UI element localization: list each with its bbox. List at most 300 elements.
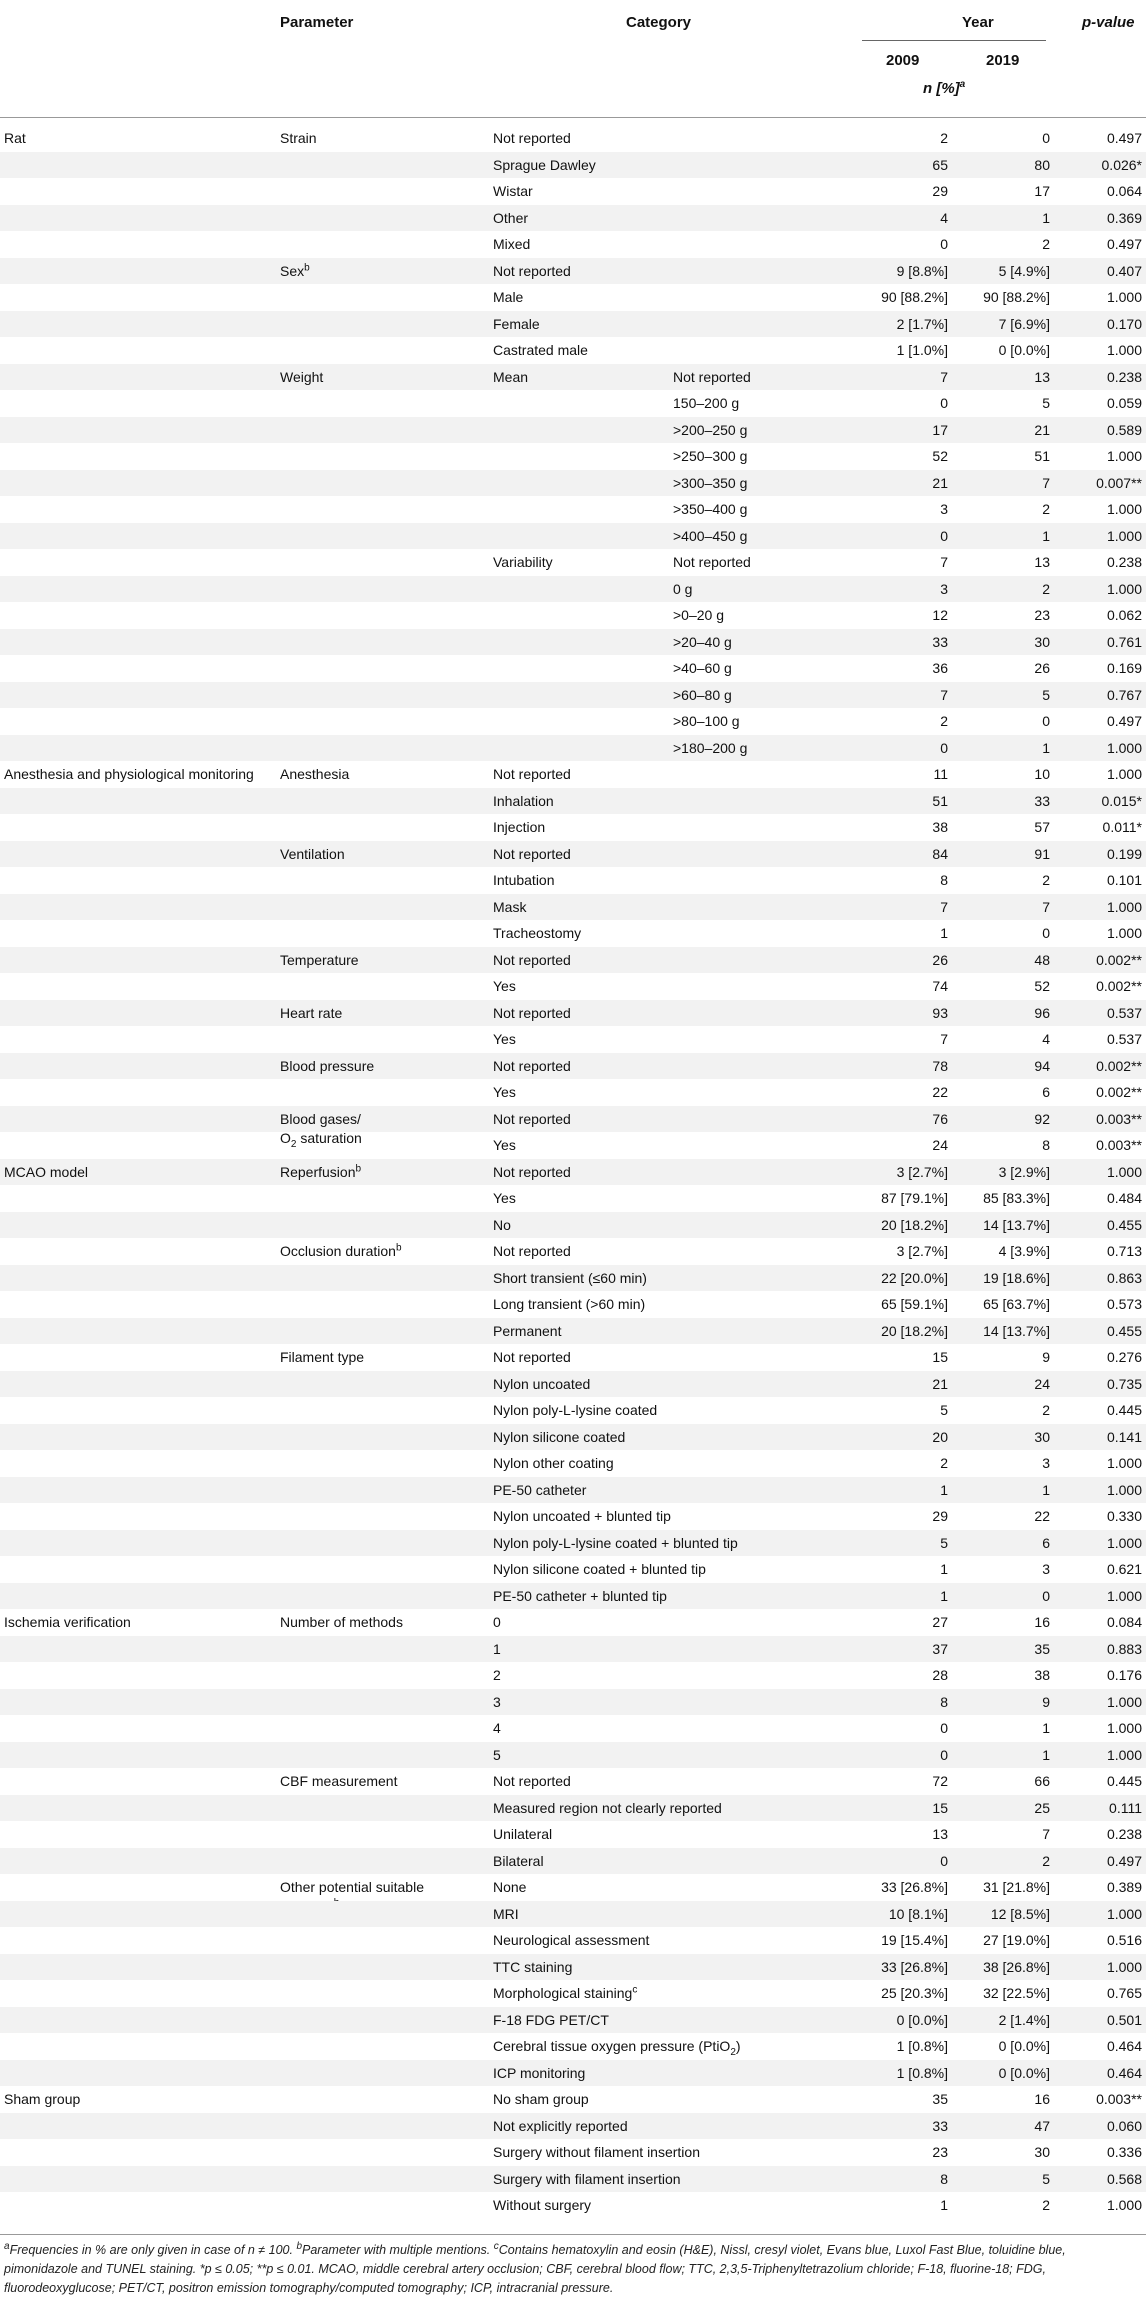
p-value: 0.111: [1109, 1799, 1142, 1816]
value-2019: 38 [26.8%]: [983, 1958, 1050, 1975]
p-value: 1.000: [1106, 448, 1142, 464]
value-2019: 0 [0.0%]: [998, 2064, 1050, 2081]
value-2009: 1 [0.8%]: [896, 2064, 948, 2081]
value-2019: 17: [1034, 183, 1050, 199]
p-value: 0.060: [1106, 2117, 1142, 2134]
section-label: Rat: [4, 130, 26, 146]
parameter-label: Blood pressure: [280, 1057, 375, 1074]
table-row: [0, 1954, 1146, 1981]
category-label: Yes: [493, 1190, 516, 1206]
p-value: 0.330: [1106, 1508, 1142, 1524]
category-label: Not reported: [493, 951, 571, 968]
category-label: Measured region not clearly reported: [493, 1799, 722, 1816]
table-row: [0, 1371, 1146, 1398]
value-2009: 51: [932, 792, 948, 809]
value-2009: 20 [18.2%]: [881, 1322, 948, 1339]
value-2009: 27: [932, 1614, 948, 1630]
p-value: 1.000: [1106, 766, 1142, 782]
p-value: 0.002**: [1096, 978, 1142, 994]
category-label: MRI: [493, 1905, 519, 1922]
value-2009: 26: [932, 951, 948, 968]
category-label: Not reported: [493, 262, 571, 279]
p-value: 0.621: [1106, 1561, 1142, 1577]
p-value: 0.003**: [1096, 2091, 1142, 2107]
value-2009: 90 [88.2%]: [881, 289, 948, 305]
table-row: [0, 1980, 1146, 2007]
value-2009: 3: [940, 501, 948, 517]
year-header-underline: [862, 40, 1046, 41]
value-2009: 65: [932, 156, 948, 173]
value-2019: 32 [22.5%]: [983, 1985, 1050, 2001]
p-value: 0.002**: [1096, 1084, 1142, 1100]
p-value: 0.170: [1106, 315, 1142, 332]
p-value: 0.238: [1106, 554, 1142, 570]
value-2009: 1: [940, 1481, 948, 1498]
category-label: Surgery with filament insertion: [493, 2170, 681, 2187]
table-row: [0, 1079, 1146, 1106]
table-row: [0, 1159, 1146, 1186]
table-row: [0, 496, 1146, 523]
header-category: Category: [626, 14, 692, 31]
table-row: [0, 231, 1146, 258]
p-value: 0.059: [1106, 395, 1142, 411]
p-value: 0.238: [1106, 368, 1142, 385]
value-2019: 52: [1034, 978, 1050, 994]
table-row: [0, 1530, 1146, 1557]
value-2009: 12: [932, 607, 948, 623]
value-2019: 7 [6.9%]: [998, 315, 1050, 332]
bottom-rule: [0, 2234, 1146, 2235]
value-2019: 2: [1042, 501, 1050, 517]
value-2009: 93: [932, 1004, 948, 1021]
category-label: Not reported: [493, 1349, 571, 1365]
table-row: [0, 1053, 1146, 1080]
value-2009: 11: [933, 766, 948, 782]
category-label: Yes: [493, 1137, 516, 1153]
value-2019: 2: [1042, 2197, 1050, 2213]
table-row: [0, 1397, 1146, 1424]
value-2009: 23: [932, 2144, 948, 2160]
table-row: [0, 1503, 1146, 1530]
value-2009: 8: [940, 872, 948, 888]
table-row: [0, 1821, 1146, 1848]
p-value: 0.589: [1106, 421, 1142, 438]
table-row: [0, 1556, 1146, 1583]
p-value: 0.141: [1106, 1428, 1142, 1445]
value-2019: 1: [1042, 1720, 1050, 1736]
category-label: 5: [493, 1746, 501, 1763]
value-2019: 3: [1042, 1561, 1050, 1577]
table-row: [0, 258, 1146, 285]
value-2009: 33 [26.8%]: [881, 1879, 948, 1895]
p-value: 1.000: [1106, 1958, 1142, 1975]
value-2009: 28: [932, 1667, 948, 1683]
value-2019: 7: [1042, 1826, 1050, 1842]
value-2009: 20: [932, 1428, 948, 1445]
subcategory-label: 0 g: [673, 580, 693, 597]
value-2009: 0: [940, 395, 948, 411]
value-2009: 17: [932, 421, 948, 438]
table-row: [0, 364, 1146, 391]
p-value: 0.199: [1106, 845, 1142, 862]
category-label: Not reported: [493, 1773, 571, 1789]
header-year: Year: [962, 14, 994, 31]
table-row: [0, 1291, 1146, 1318]
table-row: [0, 549, 1146, 576]
subcategory-label: >200–250 g: [673, 421, 748, 438]
p-value: 0.767: [1106, 686, 1142, 703]
value-2009: 0: [940, 527, 948, 544]
value-2009: 72: [932, 1773, 948, 1789]
value-2009: 0: [940, 236, 948, 252]
p-value: 0.389: [1106, 1879, 1142, 1895]
category-label: Nylon uncoated: [493, 1375, 591, 1392]
value-2019: 1: [1042, 1746, 1050, 1763]
p-value: 1.000: [1106, 1720, 1142, 1736]
p-value: 0.713: [1106, 1243, 1142, 1259]
p-value: 0.011*: [1102, 819, 1142, 835]
value-2009: 1: [940, 1561, 948, 1577]
p-value: 0.238: [1106, 1826, 1142, 1842]
value-2009: 21: [932, 474, 948, 491]
subcategory-label: >0–20 g: [673, 607, 724, 623]
p-value: 0.003**: [1096, 1110, 1142, 1127]
p-value: 0.537: [1106, 1004, 1142, 1021]
table-row: [0, 1185, 1146, 1212]
category-label: Nylon poly-L-lysine coated: [493, 1402, 658, 1418]
value-2019: 5: [1042, 686, 1050, 703]
section-label: MCAO model: [4, 1163, 89, 1180]
p-value: 1.000: [1106, 1481, 1142, 1498]
header-2009: 2009: [886, 52, 920, 69]
value-2009: 19 [15.4%]: [881, 1932, 948, 1948]
value-2009: 0 [0.0%]: [896, 2011, 948, 2028]
p-value: 0.015*: [1101, 792, 1142, 809]
category-label: Nylon other coating: [493, 1455, 614, 1471]
value-2019: 7: [1042, 474, 1050, 491]
value-2019: 65 [63.7%]: [983, 1296, 1050, 1312]
value-2009: 2: [940, 1455, 948, 1471]
table-row: [0, 205, 1146, 232]
value-2009: 8: [940, 1693, 948, 1710]
value-2019: 19 [18.6%]: [983, 1269, 1050, 1286]
parameter-label: Other potential suitable: [280, 1879, 424, 1895]
category-label: ICP monitoring: [493, 2064, 586, 2081]
value-2009: 3 [2.7%]: [896, 1163, 948, 1180]
category-label: Male: [493, 289, 524, 305]
table-row: [0, 947, 1146, 974]
p-value: 1.000: [1106, 925, 1142, 941]
value-2019: 24: [1034, 1375, 1050, 1392]
table-row: [0, 1689, 1146, 1716]
value-2009: 29: [932, 1508, 948, 1524]
value-2009: 78: [932, 1057, 948, 1074]
footnote: $^a$Frequencies in % are only given in case of n ≠ 100. $^b$Parameter with multiple mentions. $^c$Contains hematoxylin and eosin (H&E), Nissl, cresyl violet, Evans blue, Luxol Fast Blue, toluidine blue, pimonidazole and TUNEL staining. *p ≤ 0.05; **p ≤ 0.01. MCAO, middle cerebral artery occlusion; CBF, cerebral blood flow; TTC, 2,3,5-Triphenyltetrazolium chloride; F-18, fluorine-18; FDG, fluorodeoxyglucose; PET/CT, positron emission tomography/computed tomography; ICP, intracranial pressure.: [4, 2240, 1066, 2295]
p-value: 0.062: [1106, 607, 1142, 623]
p-value: 1.000: [1106, 501, 1142, 517]
table-row: [0, 284, 1146, 311]
value-2009: 7: [940, 554, 948, 570]
value-2019: 7: [1042, 898, 1050, 915]
table-row: [0, 920, 1146, 947]
table-row: [0, 337, 1146, 364]
value-2019: 51: [1034, 448, 1050, 464]
category-label: Not reported: [493, 1163, 571, 1180]
value-2019: 4 [3.9%]: [998, 1243, 1050, 1259]
value-2009: 7: [940, 368, 948, 385]
value-2009: 76: [932, 1110, 948, 1127]
value-2009: 52: [932, 448, 948, 464]
table-row: [0, 1848, 1146, 1875]
value-2019: 0: [1042, 130, 1050, 146]
value-2019: 1: [1042, 739, 1050, 756]
p-value: 1.000: [1106, 1455, 1142, 1471]
table-row: [0, 470, 1146, 497]
p-value: 0.484: [1106, 1190, 1142, 1206]
table-row: [0, 841, 1146, 868]
category-label: 3: [493, 1693, 501, 1710]
parameter-label: Number of methods: [280, 1614, 403, 1630]
p-value: 0.336: [1106, 2144, 1142, 2160]
category-label: Other: [493, 209, 529, 226]
category-label: Not reported: [493, 845, 571, 862]
category-label: F-18 FDG PET/CT: [493, 2011, 609, 2028]
value-2009: 0: [940, 1720, 948, 1736]
table-row: [0, 152, 1146, 179]
table-row: [0, 2086, 1146, 2113]
p-value: 0.455: [1106, 1322, 1142, 1339]
value-2019: 35: [1034, 1640, 1050, 1657]
p-value: 0.169: [1106, 660, 1142, 676]
value-2019: 8: [1042, 1137, 1050, 1153]
header-pvalue: p-value: [1082, 14, 1135, 31]
value-2019: 96: [1034, 1004, 1050, 1021]
p-value: 0.497: [1106, 1852, 1142, 1869]
value-2009: 74: [932, 978, 948, 994]
p-value: 0.497: [1106, 236, 1142, 252]
category-label: Nylon poly-L-lysine coated + blunted tip: [493, 1534, 738, 1551]
section-label: Anesthesia and physiological monitoring: [4, 766, 254, 782]
subcategory-label: >250–300 g: [673, 448, 748, 464]
p-value: 0.497: [1106, 713, 1142, 729]
value-2019: 26: [1034, 660, 1050, 676]
p-value: 1.000: [1106, 1163, 1142, 1180]
value-2009: 37: [932, 1640, 948, 1657]
p-value: 0.101: [1106, 872, 1142, 888]
value-2009: 65 [59.1%]: [881, 1296, 948, 1312]
value-2019: 2: [1042, 580, 1050, 597]
subcategory-label: >60–80 g: [673, 686, 732, 703]
value-2019: 90 [88.2%]: [983, 289, 1050, 305]
header-parameter: Parameter: [280, 14, 354, 31]
value-2009: 87 [79.1%]: [881, 1190, 948, 1206]
table-row: [0, 2060, 1146, 2087]
category-label: Mask: [493, 898, 527, 915]
p-value: 1.000: [1106, 1693, 1142, 1710]
table-row: [0, 2192, 1146, 2219]
table-row: [0, 1344, 1146, 1371]
p-value: 0.761: [1106, 633, 1142, 650]
p-value: 0.369: [1106, 209, 1142, 226]
parameter-label: Heart rate: [280, 1004, 343, 1021]
p-value: 0.445: [1106, 1773, 1142, 1789]
p-value: 0.084: [1106, 1614, 1142, 1630]
value-2019: 66: [1034, 1773, 1050, 1789]
parameter-label: Ventilation: [280, 845, 345, 862]
category-label: Castrated male: [493, 342, 588, 358]
p-value: 1.000: [1106, 739, 1142, 756]
p-value: 1.000: [1106, 1746, 1142, 1763]
p-value: 1.000: [1106, 1905, 1142, 1922]
p-value: 0.064: [1106, 183, 1142, 199]
table-row: [0, 1927, 1146, 1954]
category-label: Unilateral: [493, 1826, 553, 1842]
value-2009: 13: [932, 1826, 948, 1842]
value-2019: 22: [1034, 1508, 1050, 1524]
subcategory-label: >180–200 g: [673, 739, 748, 756]
value-2009: 3 [2.7%]: [896, 1243, 948, 1259]
section-label: Sham group: [4, 2091, 81, 2107]
table-row: [0, 1636, 1146, 1663]
category-label: Cerebral tissue oxygen pressure (PtiO$_2$): [493, 2038, 741, 2058]
category-label: Injection: [493, 819, 546, 835]
p-value: 0.003**: [1096, 1137, 1142, 1153]
table-row: [0, 761, 1146, 788]
table-row: [0, 523, 1146, 550]
category-label: Variability: [493, 554, 553, 570]
value-2009: 0: [940, 1746, 948, 1763]
parameter-label: Blood gases/ $O_2$ saturation: [280, 1110, 362, 1150]
value-2019: 23: [1034, 607, 1050, 623]
category-label: Morphological staining$^c$: [493, 1984, 638, 2001]
table-row: [0, 178, 1146, 205]
p-value: 1.000: [1106, 527, 1142, 544]
p-value: 0.501: [1106, 2011, 1142, 2028]
value-2009: 1: [940, 1587, 948, 1604]
category-label: Sprague Dawley: [493, 156, 596, 173]
parameter-label: Strain: [280, 130, 317, 146]
category-label: Nylon silicone coated + blunted tip: [493, 1561, 706, 1577]
value-2019: 2: [1042, 1402, 1050, 1418]
p-value: 0.464: [1106, 2064, 1142, 2081]
p-value: 0.516: [1106, 1932, 1142, 1948]
table-row: [0, 311, 1146, 338]
category-label: Female: [493, 315, 540, 332]
value-2019: 5: [1042, 395, 1050, 411]
category-label: Yes: [493, 1031, 516, 1047]
subcategory-label: >300–350 g: [673, 474, 748, 491]
category-label: No sham group: [493, 2091, 589, 2107]
category-label: Inhalation: [493, 792, 554, 809]
category-label: Permanent: [493, 1322, 562, 1339]
category-label: Not reported: [493, 1004, 571, 1021]
table-row: [0, 125, 1146, 152]
value-2019: 30: [1034, 1428, 1050, 1445]
p-value: 0.497: [1106, 130, 1142, 146]
value-2009: 15: [932, 1799, 948, 1816]
value-2019: 5: [1042, 2170, 1050, 2187]
parameter-label: Occlusion duration$^b$: [280, 1242, 402, 1259]
value-2009: 4: [940, 209, 948, 226]
header-rule: [0, 117, 1146, 118]
value-2009: 1 [1.0%]: [896, 342, 948, 358]
table-row: [0, 735, 1146, 762]
p-value: 1.000: [1106, 289, 1142, 305]
table-row: [0, 2166, 1146, 2193]
p-value: 0.007**: [1096, 474, 1142, 491]
table-row: [0, 1450, 1146, 1477]
value-2019: 2: [1042, 236, 1050, 252]
value-2019: 92: [1034, 1110, 1050, 1127]
value-2009: 25 [20.3%]: [881, 1985, 948, 2001]
parameter-label: Reperfusion$^b$: [280, 1162, 362, 1180]
value-2009: 9 [8.8%]: [896, 262, 948, 279]
p-value: 0.863: [1106, 1269, 1142, 1286]
value-2019: 0 [0.0%]: [998, 342, 1050, 358]
value-2019: 6: [1042, 1084, 1050, 1100]
header-n-percent: n [%]$^a$: [923, 79, 966, 97]
table-row: [0, 1583, 1146, 1610]
p-value: 0.002**: [1096, 1057, 1142, 1074]
table-row: [0, 1132, 1146, 1159]
value-2019: 94: [1034, 1057, 1050, 1074]
category-label: Mean: [493, 368, 529, 385]
value-2009: 38: [932, 819, 948, 835]
value-2009: 1: [940, 2197, 948, 2213]
parameter-label: Anesthesia: [280, 766, 350, 782]
parameter-label: Temperature: [280, 951, 359, 968]
table-row: [0, 390, 1146, 417]
value-2019: 91: [1034, 845, 1050, 862]
table-row: [0, 1000, 1146, 1027]
p-value: 0.176: [1106, 1667, 1142, 1683]
table-row: [0, 2033, 1146, 2060]
value-2009: 8: [940, 2170, 948, 2187]
value-2019: 30: [1034, 2144, 1050, 2160]
table-row: [0, 1609, 1146, 1636]
p-value: 1.000: [1106, 2197, 1142, 2213]
value-2009: 2: [940, 130, 948, 146]
p-value: 0.445: [1106, 1402, 1142, 1418]
value-2019: 0: [1042, 925, 1050, 941]
value-2009: 1: [940, 925, 948, 941]
p-value: 1.000: [1106, 898, 1142, 915]
value-2019: 6: [1042, 1534, 1050, 1551]
category-label: Not reported: [493, 1243, 571, 1259]
subcategory-label: Not reported: [673, 554, 751, 570]
value-2009: 22 [20.0%]: [881, 1269, 948, 1286]
value-2019: 14 [13.7%]: [983, 1216, 1050, 1233]
p-value: 0.002**: [1096, 951, 1142, 968]
value-2019: 0 [0.0%]: [998, 2038, 1050, 2054]
p-value: 0.455: [1106, 1216, 1142, 1233]
value-2019: 14 [13.7%]: [983, 1322, 1050, 1339]
p-value: 0.765: [1106, 1985, 1142, 2001]
value-2019: 1: [1042, 209, 1050, 226]
table-row: [0, 1026, 1146, 1053]
value-2009: 36: [932, 660, 948, 676]
value-2009: 29: [932, 183, 948, 199]
table-row: [0, 1715, 1146, 1742]
category-label: 4: [493, 1720, 501, 1736]
category-label: Surgery without filament insertion: [493, 2144, 700, 2160]
category-label: Not reported: [493, 1057, 571, 1074]
value-2019: 0: [1042, 713, 1050, 729]
value-2019: 27 [19.0%]: [983, 1932, 1050, 1948]
value-2019: 2: [1042, 1852, 1050, 1869]
value-2009: 1 [0.8%]: [896, 2038, 948, 2054]
value-2009: 15: [932, 1349, 948, 1365]
